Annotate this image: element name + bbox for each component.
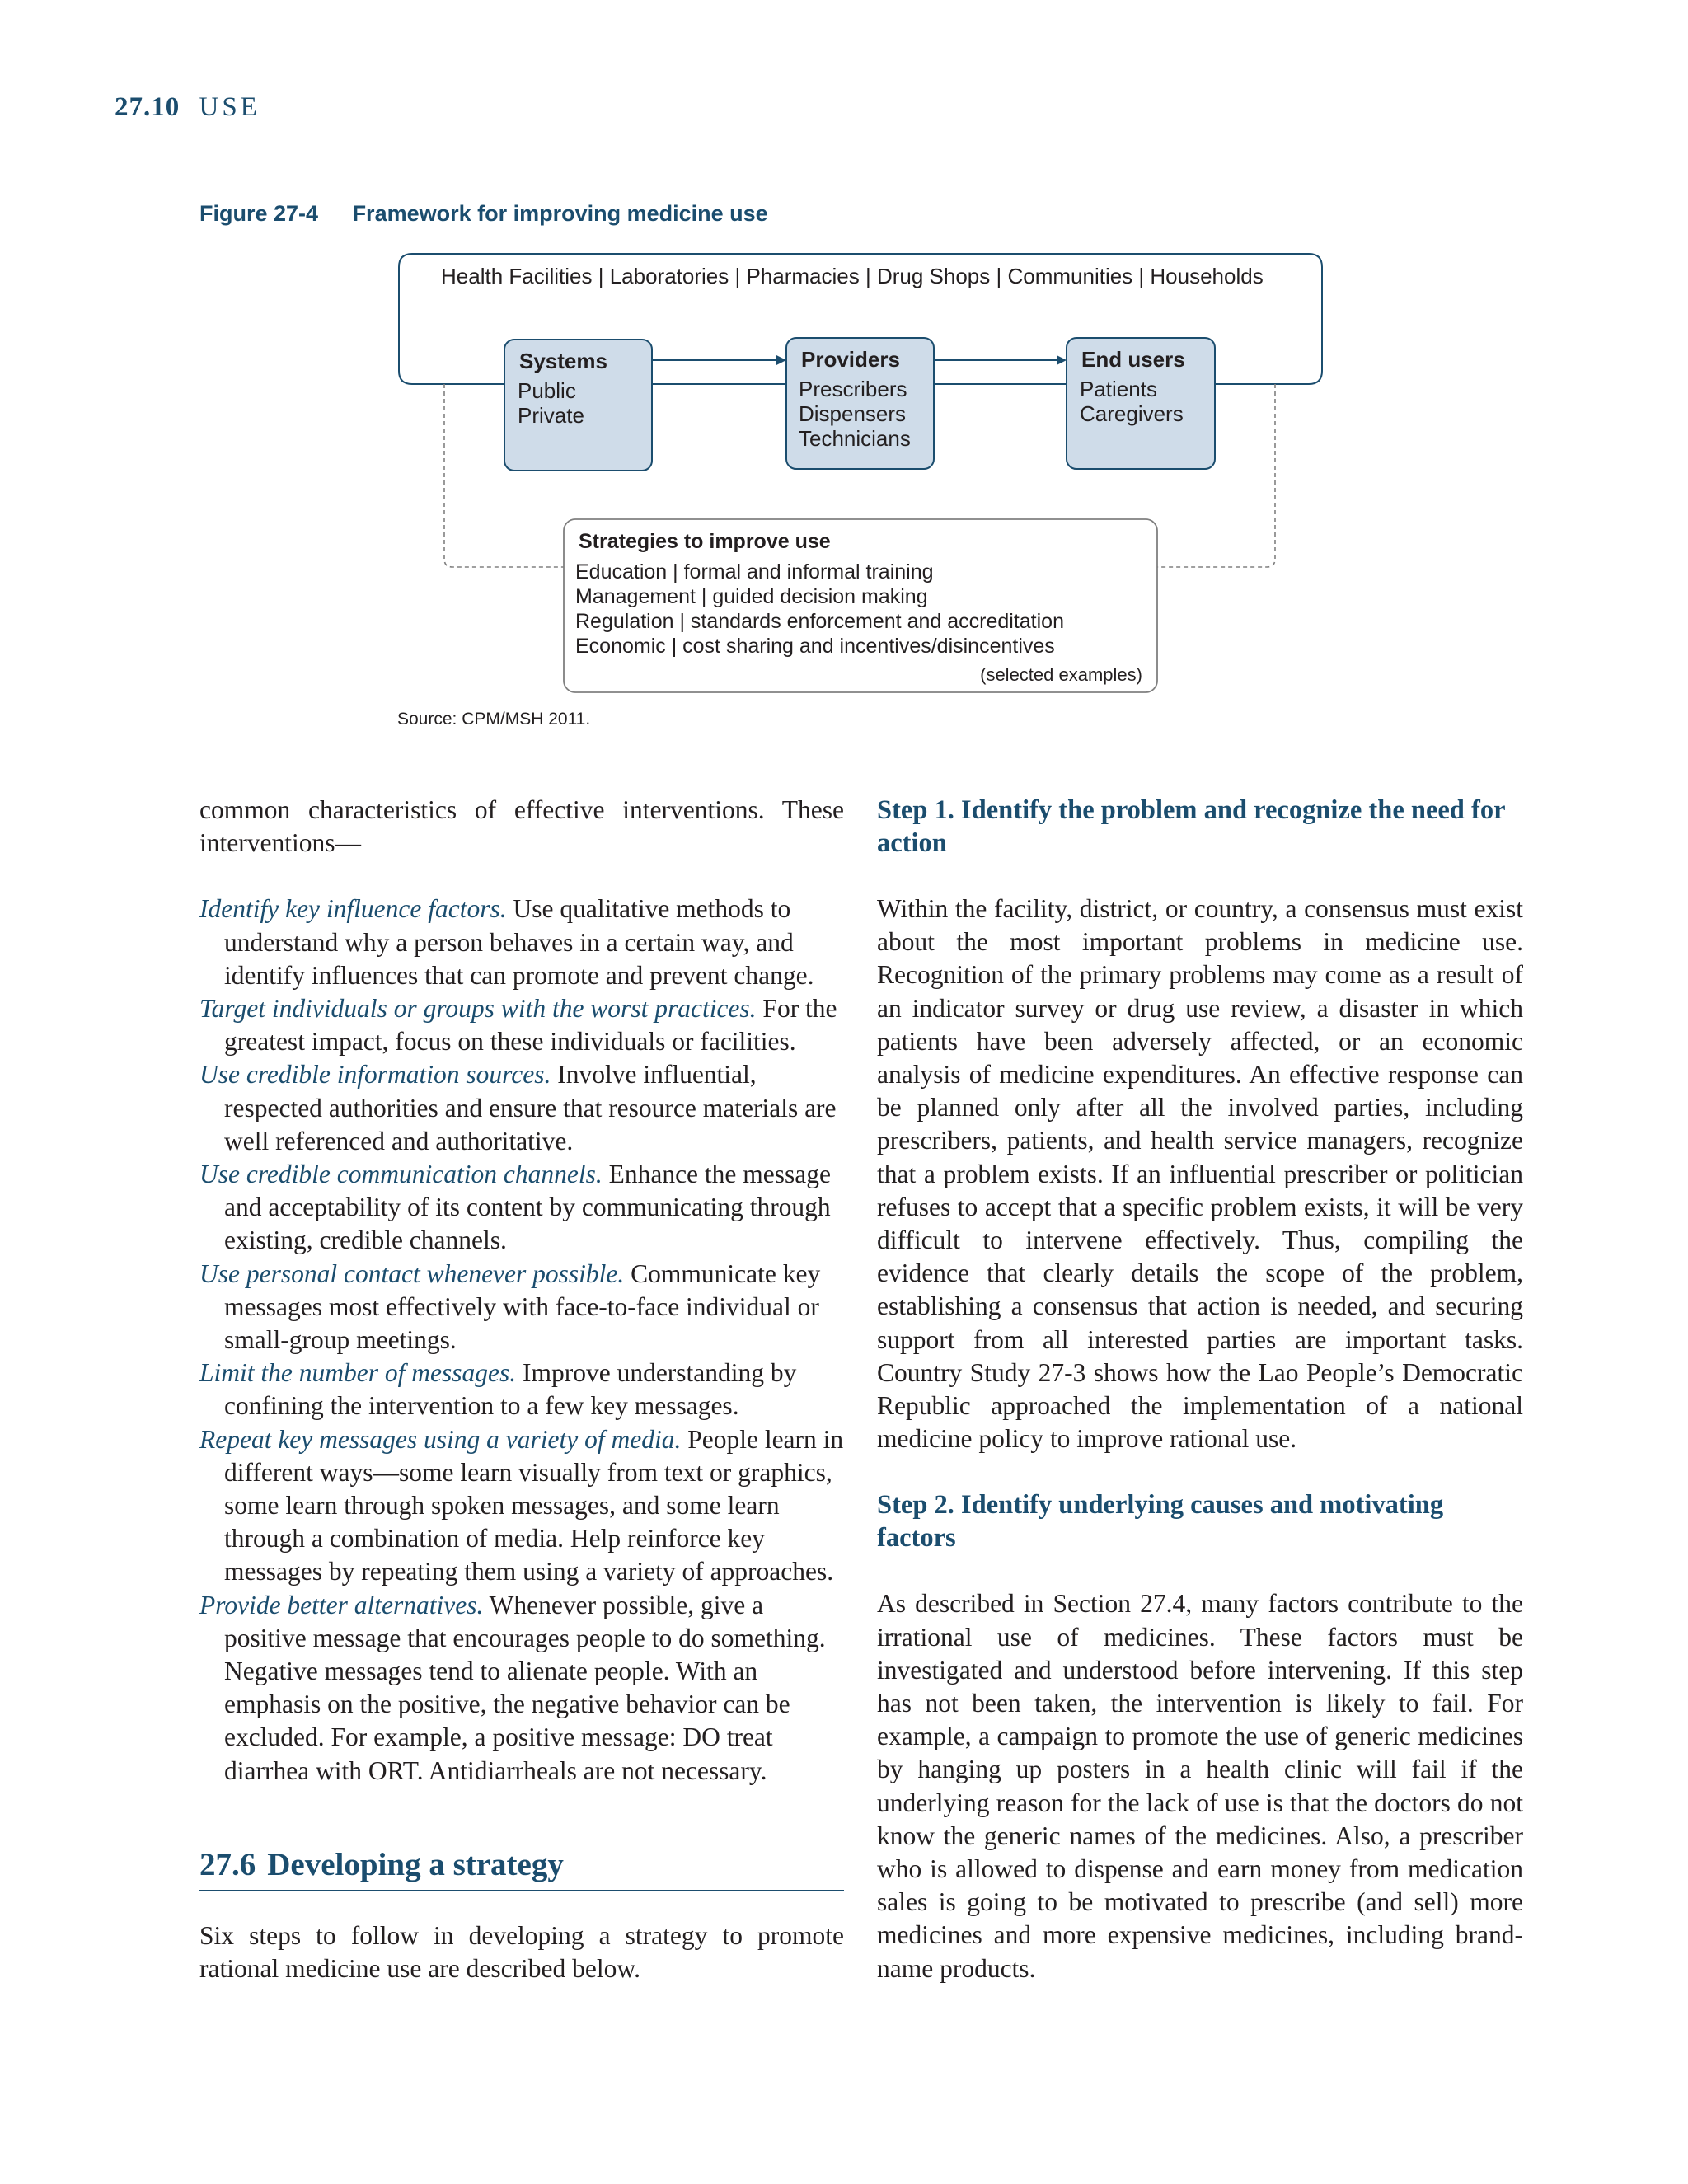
step-2-paragraph: As described in Section 27.4, many factors contribute to the irrational use of medicines. These factors must be investigated and understood before intervening. If this step has not been taken, the intervention is likely to fail. For example, a campaign to promote the use of generic medicines by hanging up posters in a health clinic will fail if the underlying reason for the lack of use is that the doctors do not know the generic names of the medicines. Also, a prescriber who is allowed to dispense and earn money from medication sales is going to be motivated to prescribe (and sell) more medicines and more expensive medicines, including brand-name products.	[877, 1589, 1523, 1983]
box-line: Technicians	[799, 426, 911, 451]
step-1-heading: Step 1. Identify the problem and recognize the need for action	[877, 795, 1505, 858]
box-line: Private	[518, 403, 584, 428]
strategy-name: Management	[575, 585, 696, 608]
right-column	[877, 794, 1523, 1985]
item-text: For the greatest impact, focus on these individuals or facilities.	[224, 994, 837, 1057]
strategies-box	[564, 519, 1157, 692]
strategy-row: Management | guided decision making	[575, 585, 928, 608]
figure-label: Figure 27-4	[199, 201, 319, 226]
box-line: Dispensers	[799, 401, 907, 426]
item-term: Target individuals or groups with the worst practices.	[199, 994, 757, 1024]
list-item	[199, 893, 844, 992]
intro-paragraph: common characteristics of effective interventions. These interventions—	[199, 795, 844, 858]
strategy-name: Regulation	[575, 610, 674, 633]
list-item	[199, 1589, 844, 1788]
providers-box	[786, 338, 934, 469]
item-term: Provide better alternatives.	[199, 1590, 484, 1619]
setting-label: Laboratories	[609, 264, 729, 288]
box-line: Prescribers	[799, 377, 907, 401]
setting-label: Drug Shops	[876, 264, 991, 288]
section-number: 27.6	[199, 1846, 256, 1882]
running-header	[115, 92, 260, 123]
strategies-title: Strategies to improve use	[579, 530, 831, 553]
strategy-detail: cost sharing and incentives/disincentives	[682, 635, 1055, 658]
strategy-row: Regulation | standards enforcement and accreditation	[575, 610, 1064, 633]
step-1-paragraph: Within the facility, district, or country, a consensus must exist about the most important problems in medicine use. Recognition of the primary problems may come as a result of an indicator survey or drug use review, a disaster in which patients have been adversely affected, or an economic analysis of medicine expenditures. An effective response can be planned only after all the involved parties, including prescribers, patients, and health service managers, recognize that a problem exists. If an influential prescriber or politician refuses to accept that a specific problem exists, it will be very difficult to intervene effectively. Thus, compiling the evidence that clearly details the scope of the problem, establishing a consensus that action is needed, and securing support from all interested parties are important tasks. Country Study 27-3 shows how the Lao People’s Democratic Republic approached the implementation of a national medicine policy to improve rational use.	[877, 894, 1523, 1454]
item-term: Use personal contact whenever possible.	[199, 1258, 625, 1288]
strategy-row: Education | formal and informal training	[575, 560, 934, 583]
list-item	[199, 1423, 844, 1589]
box-line: Public	[518, 378, 576, 403]
setting-label: Households	[1150, 264, 1264, 288]
item-term: Repeat key messages using a variety of media.	[199, 1424, 682, 1454]
figure-source: Source: CPM/MSH 2011.	[397, 710, 591, 729]
strategy-detail: guided decision making	[712, 585, 928, 608]
step-2-heading: Step 2. Identify underlying causes and motivating factors	[877, 1490, 1444, 1554]
item-term: Identify key influence factors.	[199, 894, 507, 924]
list-item	[199, 1158, 844, 1258]
item-term: Use credible information sources.	[199, 1060, 551, 1090]
framework-diagram	[387, 247, 1343, 701]
item-text: Whenever possible, give a positive message that encourages people to do something. Negative messages tend to alienate people. With an emphasis on the positive, the negative behavior can be excluded. For example, a positive message: DO treat diarrhea with ORT. Antidiarrheals are not necessary.	[224, 1590, 826, 1785]
section-paragraph: Six steps to follow in developing a strategy to promote rational medicine use are described below.	[199, 1920, 844, 1984]
section-title: Developing a strategy	[267, 1846, 564, 1882]
setting-label: Pharmacies	[746, 264, 860, 288]
box-title: End users	[1081, 347, 1185, 372]
setting-label: Health Facilities	[441, 264, 593, 288]
list-item	[199, 1058, 844, 1158]
end-users-box	[1067, 338, 1215, 469]
item-text: Use qualitative methods to understand why a person behaves in a certain way, and identify influences that can promote and prevent change.	[224, 894, 814, 990]
chapter-section-label: USE	[199, 92, 260, 122]
strategies-note: (selected examples)	[980, 664, 1142, 685]
item-text: Involve influential, respected authorities and ensure that resource materials are well referenced and authoritative.	[224, 1060, 837, 1155]
box-title: Systems	[519, 349, 607, 373]
strategy-detail: formal and informal training	[683, 560, 934, 583]
list-item	[199, 1357, 844, 1422]
box-line: Patients	[1080, 377, 1157, 401]
box-title: Providers	[801, 347, 900, 372]
item-text: Improve understanding by confining the intervention to a few key messages.	[224, 1358, 797, 1421]
strategy-row: Economic | cost sharing and incentives/disincentives	[575, 635, 1055, 658]
strategy-name: Education	[575, 560, 668, 583]
page-number: 27.10	[115, 92, 181, 122]
strategy-name: Economic	[575, 635, 666, 658]
setting-label: Communities	[1007, 264, 1133, 288]
figure-title	[199, 201, 768, 227]
list-item	[199, 1258, 844, 1357]
list-item	[199, 992, 844, 1058]
item-text: Enhance the message and acceptability of its content by communicating through existing, credible channels.	[224, 1160, 831, 1255]
systems-box	[504, 340, 652, 471]
strategy-detail: standards enforcement and accreditation	[690, 610, 1064, 633]
left-column	[199, 794, 844, 1985]
section-heading	[199, 1847, 844, 1891]
item-term: Use credible communication channels.	[199, 1160, 603, 1189]
item-term: Limit the number of messages.	[199, 1358, 517, 1388]
figure-caption: Framework for improving medicine use	[352, 201, 768, 226]
item-text: Communicate key messages most effectively with face-to-face individual or small-group meetings.	[224, 1258, 821, 1355]
item-text: People learn in different ways—some learn visually from text or graphics, some learn through spoken messages, and some learn through a combination of media. Help reinforce key messages by repeating them using a variety of approaches.	[224, 1424, 844, 1586]
box-line: Caregivers	[1080, 401, 1184, 426]
settings-list: Health Facilities | Laboratories | Pharmacies | Drug Shops | Communities | Households	[441, 264, 1264, 288]
